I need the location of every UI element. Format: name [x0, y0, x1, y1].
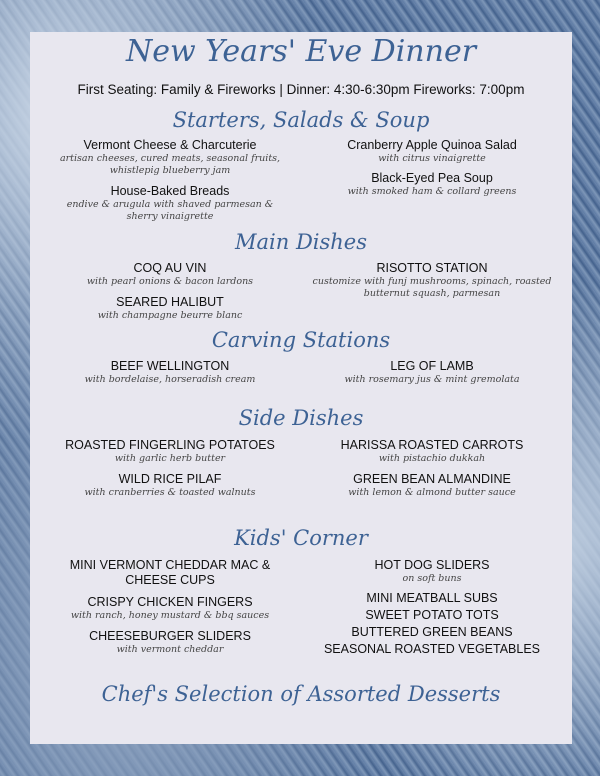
section-heading-sides: Side Dishes	[238, 406, 364, 430]
item-description: with vermont cheddar	[116, 644, 224, 655]
item-name: COQ AU VIN	[133, 261, 207, 275]
menu-item	[36, 261, 304, 288]
item-name: Cranberry Apple Quinoa Salad	[347, 138, 517, 152]
menu-item	[36, 629, 304, 656]
menu-item	[36, 184, 304, 223]
menu-panel	[30, 32, 572, 744]
item-name: MINI MEATBALL SUBS	[366, 591, 498, 605]
menu-item	[36, 138, 304, 177]
menu-item	[300, 138, 564, 165]
section-heading-starters: Starters, Salads & Soup	[172, 108, 430, 132]
menu-item	[36, 295, 304, 322]
item-name: BUTTERED GREEN BEANS	[351, 625, 513, 639]
item-description: with pistachio dukkah	[378, 453, 486, 464]
item-description: with ranch, honey mustard & bbq sauces	[70, 610, 270, 621]
menu-item	[300, 558, 564, 585]
item-name: House-Baked Breads	[110, 184, 230, 198]
item-name: MINI VERMONT CHEDDAR MAC & CHEESE CUPS	[69, 558, 271, 587]
item-description: on soft buns	[402, 573, 462, 584]
item-description: with bordelaise, horseradish cream	[84, 374, 256, 385]
item-description: customize with funj mushrooms, spinach, roasted butternut squash, parmesan	[312, 276, 552, 299]
item-description: with cranberries & toasted walnuts	[84, 487, 256, 498]
item-name: BEEF WELLINGTON	[110, 359, 230, 373]
desserts-note: Chef's Selection of Assorted Desserts	[101, 682, 501, 706]
item-name: HARISSA ROASTED CARROTS	[340, 438, 524, 452]
item-name: CHEESEBURGER SLIDERS	[89, 629, 251, 643]
item-name: LEG OF LAMB	[390, 359, 474, 373]
section-heading-kids: Kids' Corner	[234, 526, 368, 550]
menu-item	[300, 608, 564, 623]
item-description: artisan cheeses, cured meats, seasonal fruits, whistlepig blueberry jam	[59, 153, 281, 176]
seating-info: First Seating: Family & Fireworks | Dinner: 4:30-6:30pm Fireworks: 7:00pm	[77, 82, 525, 97]
item-name: CRISPY CHICKEN FINGERS	[87, 595, 253, 609]
item-description: endive & arugula with shaved parmesan & sherry vinaigrette	[66, 199, 274, 222]
item-description: with champagne beurre blanc	[97, 310, 243, 321]
menu-item	[300, 438, 564, 465]
menu-item	[300, 359, 564, 386]
item-description: with lemon & almond butter sauce	[348, 487, 516, 498]
section-heading-mains: Main Dishes	[235, 230, 367, 254]
menu-item	[300, 591, 564, 606]
menu-item	[36, 595, 304, 622]
item-name: Vermont Cheese & Charcuterie	[83, 138, 257, 152]
menu-item	[300, 261, 564, 300]
item-name: HOT DOG SLIDERS	[374, 558, 490, 572]
menu-item	[300, 171, 564, 198]
item-description: with garlic herb butter	[114, 453, 226, 464]
section-heading-carving: Carving Stations	[211, 328, 391, 352]
menu-item	[36, 558, 304, 588]
menu-item	[300, 625, 564, 640]
menu-item	[36, 438, 304, 465]
item-description: with smoked ham & collard greens	[347, 186, 517, 197]
item-name: Black-Eyed Pea Soup	[371, 171, 493, 185]
item-name: GREEN BEAN ALMANDINE	[353, 472, 511, 486]
menu-item	[36, 359, 304, 386]
item-name: SEARED HALIBUT	[116, 295, 224, 309]
item-description: with pearl onions & bacon lardons	[86, 276, 254, 287]
menu-item	[300, 472, 564, 499]
item-description: with rosemary jus & mint gremolata	[344, 374, 520, 385]
menu-title: New Years' Eve Dinner	[125, 34, 477, 69]
item-name: RISOTTO STATION	[376, 261, 488, 275]
item-name: ROASTED FINGERLING POTATOES	[65, 438, 275, 452]
menu-item	[36, 472, 304, 499]
item-name: WILD RICE PILAF	[118, 472, 222, 486]
item-name: SWEET POTATO TOTS	[365, 608, 499, 622]
item-name: SEASONAL ROASTED VEGETABLES	[323, 642, 541, 656]
item-description: with citrus vinaigrette	[378, 153, 486, 164]
menu-item	[300, 642, 564, 657]
